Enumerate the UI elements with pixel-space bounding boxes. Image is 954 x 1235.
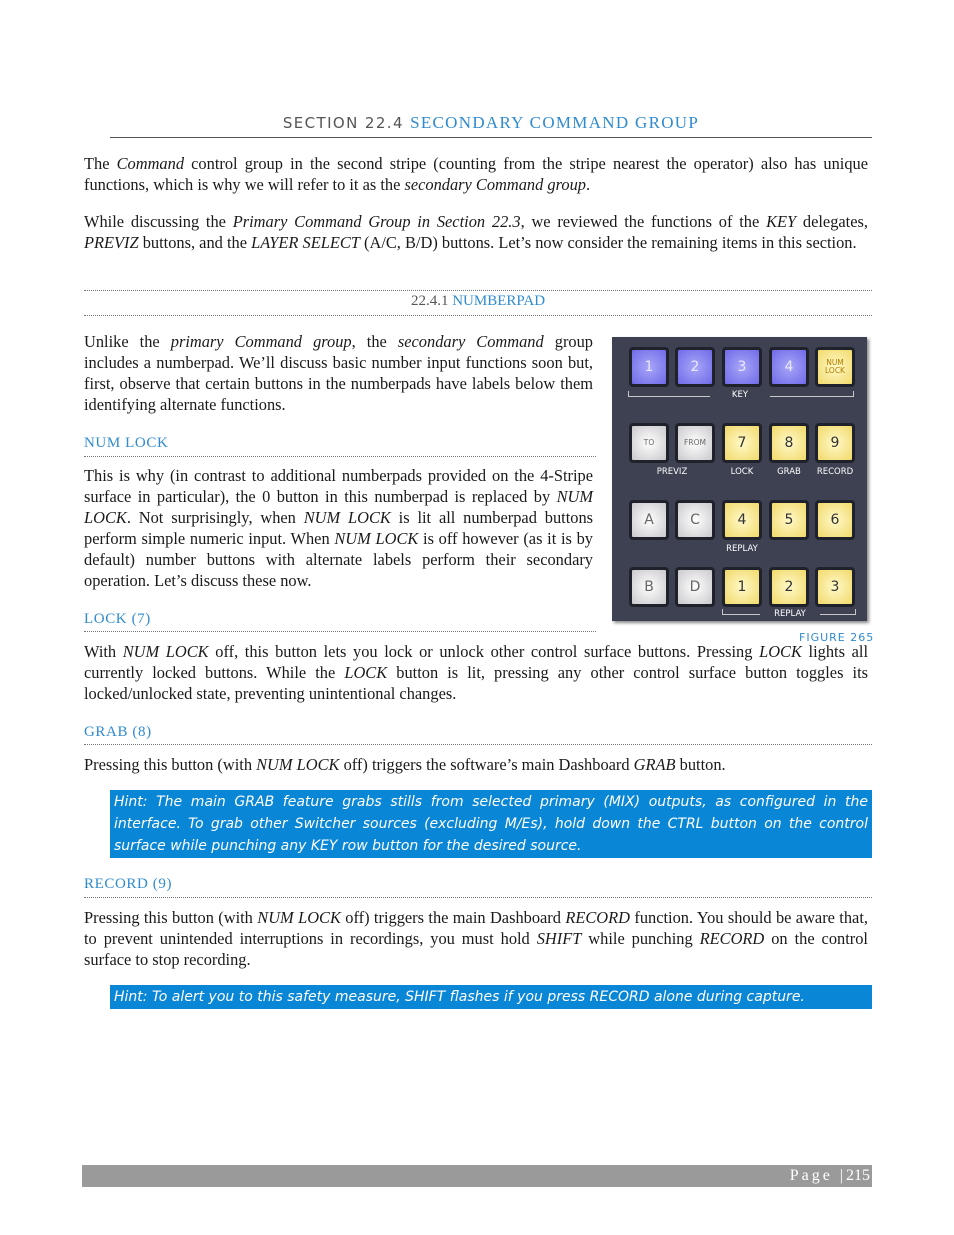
numpad-button-to: TO: [629, 423, 669, 463]
page-number: 215: [846, 1167, 870, 1184]
record-hint: Hint: To alert you to this safety measure, SHIFT flashes if you press RECORD alone during capture.: [110, 985, 872, 1009]
footer-bar: [82, 1165, 872, 1187]
numberpad-paragraph: Unlike the primary Command group, the secondary Command group includes a numberpad. We’ll discuss basic number input functions soon but, first, observe that certain buttons in the numberpads have labels below them identifying alternate functions.: [84, 332, 593, 414]
numpad-button-4: 4: [769, 347, 809, 387]
replay-label-2: REPLAY: [760, 609, 820, 619]
numlock-paragraph: This is why (in contrast to additional numberpads provided on the 4-Stripe surface in particular), the 0 button in this numberpad is replaced by NUM LOCK. Not surprisingly, when NUM LOCK is lit all numberpad buttons perform simple numeric input. When NUM LOCK is off however (as it is by default) number buttons with alternate labels perform their secondary operation. Let’s discuss these now.: [84, 466, 594, 590]
replay-label-1: REPLAY: [726, 544, 758, 554]
previz-label: PREVIZ: [656, 467, 688, 477]
subsection-rule-top: [84, 290, 872, 291]
numpad-button-numlock: NUM LOCK: [815, 347, 855, 387]
numlock-heading: NUM LOCK: [84, 435, 169, 451]
page-footer: [790, 1167, 870, 1185]
record-paragraph: Pressing this button (with NUM LOCK off) triggers the main Dashboard RECORD function. You should be aware that, to prevent unintended interruptions in recordings, you must hold SHIFT while punching RECORD on the control surface to stop recording.: [84, 908, 868, 969]
grab-rule: [84, 744, 872, 745]
numpad-button-a: A: [629, 500, 669, 540]
numpad-button-1-alt: 1: [722, 567, 762, 607]
numpad-button-b: B: [629, 567, 669, 607]
subsection-heading: [84, 293, 872, 310]
grab-heading: GRAB (8): [84, 724, 152, 740]
numpad-button-8: 8: [769, 423, 809, 463]
record-rule: [84, 897, 872, 898]
lock-paragraph: With NUM LOCK off, this button lets you lock or unlock other control surface buttons. Pressing LOCK lights all currently locked buttons. While the LOCK button is lit, pressing any other control surface button toggles its locked/unlocked state, preventing unintentional changes.: [84, 642, 869, 703]
key-label: KEY: [710, 390, 770, 400]
lock-label: LOCK: [730, 467, 754, 477]
grab-label: GRAB: [777, 467, 801, 477]
numpad-button-7: 7: [722, 423, 762, 463]
figure-caption: FIGURE 265: [799, 631, 875, 644]
record-label: RECORD: [816, 467, 854, 477]
page-label: Page: [789, 1167, 833, 1184]
numpad-button-from: FROM: [675, 423, 715, 463]
lock-heading: LOCK (7): [84, 611, 151, 627]
section-heading: [110, 113, 872, 133]
numpad-button-3: 3: [722, 347, 762, 387]
section-prefix: SECTION 22.4: [282, 114, 404, 132]
numpad-button-3-alt: 3: [815, 567, 855, 607]
numpad-button-6: 6: [815, 500, 855, 540]
subsection-number: 22.4.1: [410, 293, 449, 309]
numpad-button-2-alt: 2: [769, 567, 809, 607]
numpad-button-c: C: [675, 500, 715, 540]
subsection-title: NUMBERPAD: [452, 293, 546, 309]
intro-paragraph-1: The Command control group in the second stripe (counting from the stripe nearest the operator) also has unique functions, which is why we will refer to it as the secondary Command group.: [84, 154, 868, 194]
numpad-button-5: 5: [769, 500, 809, 540]
subsection-rule-bottom: [84, 315, 872, 316]
numberpad-figure: [612, 337, 867, 621]
page-separator: |: [839, 1167, 846, 1184]
numlock-rule: [84, 456, 596, 457]
intro-paragraph-2: While discussing the Primary Command Group in Section 22.3, we reviewed the functions of the KEY delegates, PREVIZ buttons, and the LAYER SELECT (A/C, B/D) buttons. Let’s now consider the remaining items in this section.: [84, 212, 868, 252]
grab-hint: Hint: The main GRAB feature grabs stills from selected primary (MIX) outputs, as configured in the interface. To grab other Switcher sources (excluding M/Es), hold down the CTRL button on the control surface while punching any KEY row button for the desired source.: [110, 790, 872, 858]
section-title: SECONDARY COMMAND GROUP: [410, 113, 700, 132]
numpad-button-2: 2: [675, 347, 715, 387]
numpad-button-4-alt: 4: [722, 500, 762, 540]
lock-rule: [84, 631, 596, 632]
numpad-button-9: 9: [815, 423, 855, 463]
grab-paragraph: Pressing this button (with NUM LOCK off) triggers the software’s main Dashboard GRAB button.: [84, 755, 726, 774]
numpad-button-d: D: [675, 567, 715, 607]
section-rule: [110, 137, 872, 138]
numpad-button-1: 1: [629, 347, 669, 387]
record-heading: RECORD (9): [84, 876, 173, 892]
